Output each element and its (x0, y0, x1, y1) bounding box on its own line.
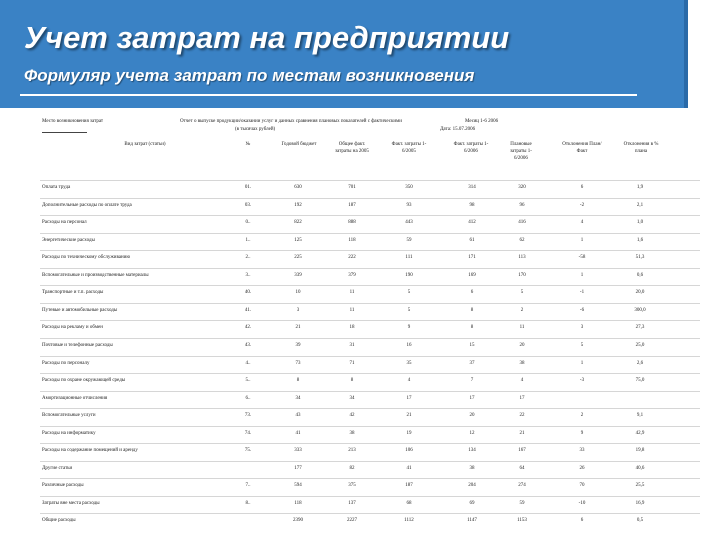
cell-total-actual: 31 (349, 342, 355, 348)
cell-actual-2005: 111 (405, 255, 413, 261)
col-no: № (245, 142, 251, 147)
table-row (40, 250, 700, 268)
cell-no: 3.. (245, 272, 251, 278)
cell-total-actual: 38 (349, 430, 355, 436)
cell-actual-2005: 106 (405, 448, 413, 454)
cell-no: 40. (244, 290, 252, 296)
cell-actual-2006: 204 (468, 483, 476, 489)
cell-annual-budget: 177 (294, 465, 302, 471)
cell-cost-type: Транспортные и т.п. расходы (42, 290, 104, 296)
cell-annual-budget: 822 (294, 220, 302, 226)
cell-total-actual: 2227 (347, 518, 357, 524)
cell-deviation-pct: 2,6 (636, 360, 644, 366)
cell-plan-2006: 11 (519, 325, 525, 331)
cell-actual-2006: 314 (468, 185, 476, 190)
cell-cost-type: Расходы на содержание помещений и аренду (42, 448, 138, 454)
cell-actual-2006: 12 (469, 430, 475, 436)
cell-annual-budget: 3 (296, 307, 300, 313)
cell-deviation-pct: 2,1 (636, 202, 644, 208)
cell-cost-type: Затраты вне места расходы (42, 500, 100, 506)
cell-no: 42. (244, 325, 252, 331)
cell-plan-2006: 320 (518, 185, 526, 190)
cell-annual-budget: 34 (295, 395, 301, 401)
cell-cost-type: Путевые и автомобильные расходы (42, 307, 118, 313)
cell-total-actual: 11 (349, 307, 355, 313)
cell-actual-2005: 41 (406, 465, 412, 471)
cell-total-actual: 187 (348, 202, 356, 208)
month-label: Месяц 1-6 2006 (465, 119, 499, 124)
cost-center-label: Место возникновения затрат (42, 119, 104, 124)
table-row (40, 356, 700, 374)
cell-deviation-pct: 75,0 (635, 378, 645, 384)
cell-plan-2006: 5 (520, 290, 524, 296)
cell-no: 41. (244, 307, 252, 313)
report-title-line2: (в тысячах рублей) (235, 127, 276, 132)
cell-annual-budget: 118 (294, 500, 302, 506)
cell-annual-budget: 594 (294, 483, 302, 489)
cell-deviation-pct: 1,6 (636, 237, 644, 243)
cell-deviation: 1 (580, 237, 584, 243)
cell-cost-type: Расходы по техническому обслуживанию (42, 255, 131, 261)
cell-actual-2005: 19 (406, 430, 412, 436)
cell-actual-2006: 17 (469, 395, 475, 401)
cell-plan-2006: 274 (518, 483, 526, 489)
cell-no: 75. (244, 448, 252, 454)
col-deviation-plan-fact: Отклонения План/Факт (562, 142, 602, 154)
cell-deviation-pct: 51,3 (635, 255, 645, 261)
cell-deviation: 26 (579, 465, 585, 471)
table-row (40, 215, 700, 233)
cell-actual-2005: 1112 (404, 518, 414, 524)
cell-actual-2005: 4 (407, 378, 411, 384)
cell-deviation-pct: 40,6 (635, 465, 645, 471)
cell-actual-2006: 37 (469, 360, 475, 366)
cell-actual-2005: 190 (405, 272, 413, 278)
table-row (40, 303, 700, 321)
cell-plan-2006: 62 (519, 237, 525, 243)
cell-deviation: -58 (578, 255, 586, 261)
cell-no: 8.. (245, 500, 251, 506)
cell-cost-type: Различные расходы (42, 483, 84, 489)
table-row (40, 443, 700, 461)
cell-no: 6.. (245, 395, 251, 401)
cell-plan-2006: 59 (519, 500, 525, 506)
col-actual-2005: Факт. затраты 1-6/2005 (391, 142, 427, 154)
slide-title: Учет затрат на предприятии (24, 20, 510, 55)
cell-deviation-pct: 25,0 (635, 342, 645, 348)
cell-deviation-pct: 1,9 (636, 185, 644, 190)
cell-deviation: 1 (580, 272, 584, 278)
cell-deviation: 6 (580, 185, 584, 190)
cell-cost-type: Расходы по персоналу (42, 360, 90, 366)
cell-annual-budget: 43 (295, 413, 301, 419)
cell-actual-2005: 350 (405, 185, 413, 190)
cell-annual-budget: 339 (294, 272, 302, 278)
table-row (40, 426, 700, 444)
cell-actual-2006: 412 (468, 220, 476, 226)
cell-annual-budget: 333 (294, 448, 302, 454)
cell-actual-2006: 15 (469, 342, 475, 348)
cell-deviation: 6 (580, 518, 584, 524)
cell-no: 2.. (245, 255, 251, 261)
cell-actual-2006: 61 (469, 237, 475, 243)
cell-annual-budget: 8 (296, 378, 300, 384)
cell-total-actual: 8 (350, 378, 354, 384)
cell-actual-2006: 1147 (467, 518, 477, 524)
cell-annual-budget: 225 (294, 255, 302, 261)
cell-plan-2006: 1153 (517, 518, 527, 524)
cell-deviation: 33 (579, 448, 585, 454)
cell-no: 74. (244, 430, 252, 436)
cell-deviation-pct: 19,8 (635, 448, 645, 454)
cell-annual-budget: 630 (294, 185, 302, 190)
table-row (40, 268, 700, 286)
cell-total-actual: 118 (348, 237, 356, 243)
cell-actual-2006: 171 (468, 255, 476, 261)
cell-deviation: -6 (579, 307, 585, 313)
cell-total-actual: 34 (349, 395, 355, 401)
cell-deviation: -1 (579, 290, 585, 296)
cell-cost-type: Расходы на рекламу и обмен (42, 325, 103, 331)
cell-actual-2005: 21 (406, 413, 412, 419)
cell-plan-2006: 4 (520, 378, 524, 384)
cell-actual-2006: 8 (470, 307, 474, 313)
cost-center-underline (42, 132, 87, 133)
cell-cost-type: Энергетические расходы (42, 237, 95, 243)
cost-form-document (40, 118, 700, 538)
table-row (40, 496, 700, 514)
cell-deviation-pct: 27,3 (635, 325, 645, 331)
cell-actual-2006: 8 (470, 325, 474, 331)
cell-actual-2005: 9 (407, 325, 411, 331)
cell-deviation-pct: 42,9 (635, 430, 645, 436)
cell-plan-2006: 167 (518, 448, 526, 454)
cell-annual-budget: 41 (295, 430, 301, 436)
cell-total-actual: 18 (349, 325, 355, 331)
title-band-right-notch (688, 0, 720, 108)
cell-annual-budget: 192 (294, 202, 302, 208)
cell-cost-type: Амортизационные отчисления (42, 395, 108, 401)
cell-cost-type: Расходы на информатику (42, 430, 96, 436)
cell-deviation: -3 (579, 378, 585, 384)
table-row (40, 408, 700, 426)
cell-no: 7.. (245, 483, 251, 489)
table-row (40, 391, 700, 409)
cell-total-actual: 375 (348, 483, 356, 489)
cell-no: 43. (244, 342, 252, 348)
table-row (40, 233, 700, 251)
cell-deviation-pct: 20,0 (635, 290, 645, 296)
cell-plan-2006: 22 (519, 413, 525, 419)
cell-actual-2006: 69 (469, 500, 475, 506)
cell-no: 4.. (245, 360, 251, 366)
col-actual-2006: Факт. затраты 1-6/2006 (453, 142, 489, 154)
cell-plan-2006: 2 (520, 307, 524, 313)
cell-actual-2005: 59 (406, 237, 412, 243)
cell-plan-2006: 64 (519, 465, 525, 471)
cell-cost-type: Вспомогательные услуги (42, 413, 96, 419)
cell-deviation-pct: 25,5 (635, 483, 645, 489)
cell-total-actual: 888 (348, 220, 356, 226)
cell-deviation: -10 (578, 500, 586, 506)
cell-annual-budget: 2390 (293, 518, 303, 524)
cell-actual-2005: 68 (406, 500, 412, 506)
cell-total-actual: 222 (348, 255, 356, 261)
cell-deviation: 5 (580, 342, 584, 348)
cell-plan-2006: 170 (518, 272, 526, 278)
cell-actual-2005: 443 (405, 220, 413, 226)
cell-cost-type: Оплата труда (42, 185, 71, 190)
cell-deviation: -2 (579, 202, 585, 208)
table-row (40, 320, 700, 338)
table-row (40, 478, 700, 496)
cell-no: 73. (244, 413, 252, 419)
cell-deviation: 9 (580, 430, 584, 436)
cell-actual-2005: 93 (406, 202, 412, 208)
col-type: Вид затрат (статьи) (124, 142, 166, 147)
cell-no: 01. (244, 185, 252, 190)
table-row (40, 461, 700, 479)
cell-deviation: 3 (580, 325, 584, 331)
cell-no: 5.. (245, 378, 251, 384)
cell-annual-budget: 39 (295, 342, 301, 348)
table-row (40, 338, 700, 356)
cell-cost-type: Расходы на персонал (42, 220, 87, 226)
cell-actual-2005: 5 (407, 307, 411, 313)
cell-deviation: 4 (580, 220, 584, 226)
cell-cost-type: Дополнительные расходы по оплате труда (42, 202, 132, 208)
cell-total-actual: 213 (348, 448, 356, 454)
cell-plan-2006: 96 (519, 202, 525, 208)
cell-cost-type: Почтовые и телефонные расходы (42, 342, 113, 348)
date-label: Дата: 15.07.2006 (440, 127, 476, 132)
cell-cost-type: Другие статьи (42, 465, 73, 471)
cell-no: 03. (244, 202, 252, 208)
cell-actual-2006: 38 (469, 465, 475, 471)
cell-actual-2006: 134 (468, 448, 476, 454)
cell-no: 1.. (245, 237, 251, 243)
col-total-actual: Общее факт. затраты на 2005 (335, 142, 369, 154)
cell-deviation-pct: 0,6 (636, 272, 644, 278)
cell-actual-2006: 6 (470, 290, 474, 296)
cell-plan-2006: 38 (519, 360, 525, 366)
cell-actual-2005: 187 (405, 483, 413, 489)
cell-actual-2005: 17 (406, 395, 412, 401)
col-annual-budget: Годовой бюджет (281, 142, 317, 147)
slide-subtitle: Формуляр учета затрат по местам возникновения (24, 66, 475, 85)
cell-actual-2006: 7 (470, 378, 474, 384)
table-row (40, 198, 700, 216)
cell-deviation-pct: 16,9 (635, 500, 645, 506)
table-row (40, 285, 700, 303)
cell-no: 0.. (245, 220, 251, 226)
cell-plan-2006: 21 (519, 430, 525, 436)
cell-deviation-pct: 9,1 (636, 413, 644, 419)
cell-deviation-pct: 0,5 (636, 518, 644, 524)
cell-total-actual: 42 (349, 413, 355, 419)
col-plan-2006: Плановые затраты 1-6/2006 (510, 142, 532, 161)
cell-plan-2006: 17 (519, 395, 525, 401)
cell-annual-budget: 21 (295, 325, 301, 331)
cell-deviation: 1 (580, 360, 584, 366)
cell-deviation: 70 (579, 483, 585, 489)
col-deviation-pct: Отклонения в % плана (623, 142, 659, 154)
cell-cost-type: Расходы по охране окружающей среды (42, 378, 126, 384)
cell-actual-2005: 5 (407, 290, 411, 296)
table-row (40, 513, 700, 531)
cell-deviation-pct: 1,0 (636, 220, 644, 226)
cell-total-actual: 701 (348, 185, 356, 190)
cell-annual-budget: 73 (295, 360, 301, 366)
cell-plan-2006: 20 (519, 342, 525, 348)
cell-deviation: 2 (580, 413, 584, 419)
cell-actual-2006: 20 (469, 413, 475, 419)
subtitle-underline (20, 94, 637, 96)
table-row (40, 180, 700, 198)
cell-actual-2005: 35 (406, 360, 412, 366)
cell-plan-2006: 113 (518, 255, 526, 261)
cell-deviation-pct: 300,0 (634, 307, 646, 313)
table-row (40, 373, 700, 391)
report-title-line1: Отчет о выпуске продукции/оказании услуг и данных сравнения плановых показателей с фактическими (180, 119, 402, 124)
cell-actual-2006: 169 (468, 272, 476, 278)
cell-total-actual: 71 (349, 360, 355, 366)
cell-total-actual: 82 (349, 465, 355, 471)
cell-actual-2006: 98 (469, 202, 475, 208)
cell-plan-2006: 416 (518, 220, 526, 226)
cell-total-actual: 137 (348, 500, 356, 506)
cell-actual-2005: 16 (406, 342, 412, 348)
cell-annual-budget: 125 (294, 237, 302, 243)
cell-annual-budget: 10 (295, 290, 301, 296)
cell-cost-type: Общие расходы (42, 518, 76, 524)
cell-total-actual: 11 (349, 290, 355, 296)
cell-total-actual: 379 (348, 272, 356, 278)
cell-cost-type: Вспомогательные и производственные материалы (42, 272, 149, 278)
